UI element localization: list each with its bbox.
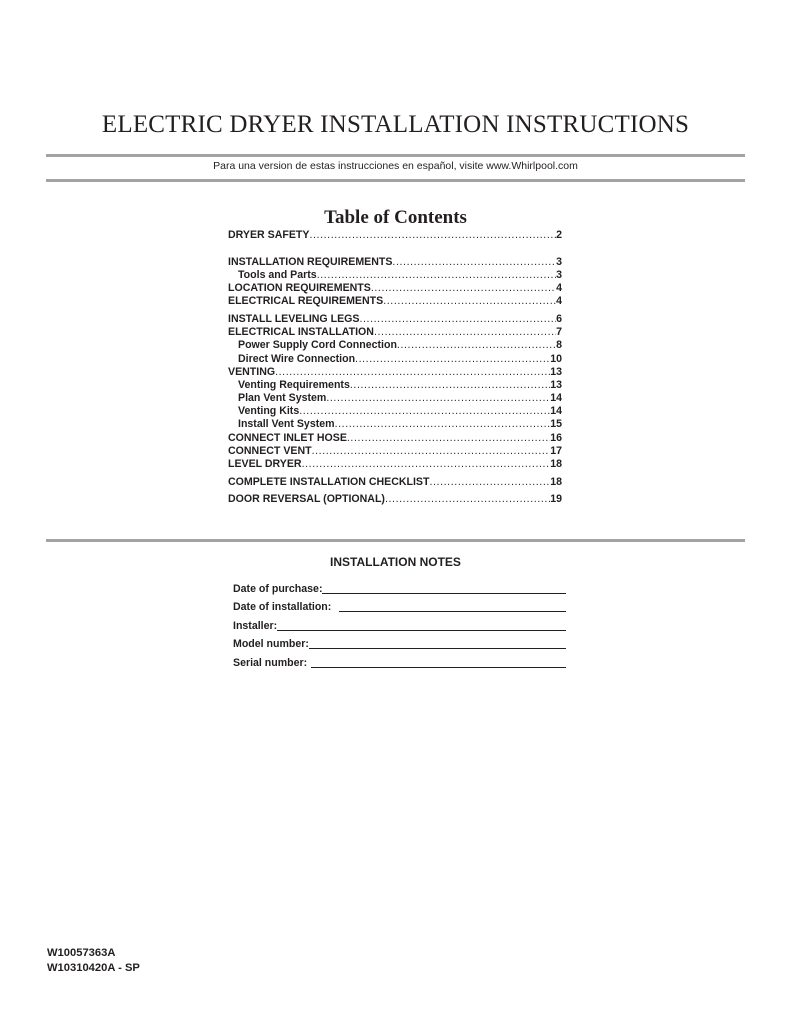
- toc-entry-label: DRYER SAFETY: [228, 229, 310, 241]
- document-code-primary: W10057363A: [47, 947, 116, 959]
- installer-field[interactable]: [277, 620, 566, 631]
- toc-leader-dots: [392, 256, 556, 269]
- toc-page-number: 18: [550, 458, 562, 470]
- toc-entry-label: DOOR REVERSAL (OPTIONAL): [228, 493, 385, 506]
- toc-page-number: 2: [556, 229, 562, 241]
- note-row-date-of-purchase: [233, 577, 566, 596]
- toc-leader-dots: [359, 313, 556, 326]
- toc-leader-dots: [397, 339, 556, 352]
- divider-below-note: [46, 179, 745, 182]
- toc-entry-label: Power Supply Cord Connection: [238, 339, 397, 352]
- toc-entry-power-supply-cord-connection[interactable]: [228, 339, 562, 352]
- toc-entry-label: CONNECT INLET HOSE: [228, 431, 347, 444]
- toc-page-number: 13: [550, 378, 562, 391]
- toc-leader-dots: [347, 432, 550, 445]
- toc-leader-dots: [275, 366, 550, 379]
- serial-number-field[interactable]: [311, 657, 566, 668]
- model-number-label: Model number:: [233, 638, 309, 650]
- toc-entry-label: ELECTRICAL REQUIREMENTS: [228, 295, 384, 308]
- toc-entry-install-leveling-legs[interactable]: [228, 313, 562, 326]
- toc-leader-dots: [335, 418, 551, 431]
- divider-above-notes: [46, 539, 745, 542]
- toc-entry-direct-wire-connection[interactable]: [228, 353, 562, 366]
- toc-entry-electrical-requirements[interactable]: [228, 295, 562, 308]
- toc-leader-dots: [350, 379, 550, 392]
- installation-notes-form: [233, 577, 566, 670]
- toc-page-number: 13: [550, 365, 562, 378]
- toc-page-number: 6: [556, 312, 562, 325]
- date-of-installation-label: Date of installation:: [233, 601, 332, 613]
- installer-label: Installer:: [233, 619, 278, 632]
- toc-entry-location-requirements[interactable]: [228, 282, 562, 295]
- toc-entry-label: Venting Kits: [238, 405, 300, 418]
- toc-entry-label: Tools and Parts: [238, 268, 317, 281]
- toc-leader-dots: [383, 295, 556, 308]
- toc-leader-dots: [385, 493, 550, 506]
- toc-page-number: 19: [550, 493, 562, 506]
- toc-entry-label: Plan Vent System: [238, 392, 327, 405]
- date-of-purchase-label: Date of purchase:: [233, 582, 323, 595]
- toc-leader-dots: [299, 405, 550, 418]
- toc-entry-installation-requirements[interactable]: [228, 256, 562, 269]
- document-codes: [47, 946, 140, 976]
- toc-page-number: 15: [550, 418, 562, 431]
- spanish-version-note: Para una version de estas instrucciones en español, visite www.Whirlpool.com: [213, 160, 578, 172]
- toc-page-number: 4: [556, 282, 562, 295]
- toc-entry-complete-installation-checklist[interactable]: [228, 476, 562, 489]
- toc-leader-dots: [355, 353, 550, 366]
- note-row-model-number: [233, 633, 566, 652]
- toc-entry-label: COMPLETE INSTALLATION CHECKLIST: [228, 475, 430, 488]
- toc-page-number: 10: [550, 352, 562, 365]
- toc-leader-dots: [326, 392, 550, 405]
- toc-entry-connect-vent[interactable]: [228, 445, 562, 458]
- toc-page-number: 14: [550, 392, 562, 405]
- toc-entry-plan-vent-system[interactable]: [228, 392, 562, 405]
- toc-leader-dots: [317, 269, 556, 282]
- toc-entry-label: VENTING: [228, 365, 276, 378]
- toc-page-number: 16: [550, 431, 562, 444]
- toc-title: Table of Contents: [324, 207, 467, 228]
- toc-entry-label: CONNECT VENT: [228, 444, 312, 457]
- toc-leader-dots: [429, 476, 550, 489]
- toc-entry-venting-requirements[interactable]: [228, 379, 562, 392]
- toc-page-number: 4: [556, 295, 562, 308]
- toc-entry-tools-and-parts[interactable]: [228, 269, 562, 282]
- toc-entry-label: LEVEL DRYER: [228, 458, 302, 470]
- toc-entry-level-dryer[interactable]: [228, 458, 562, 471]
- toc-entry-install-vent-system[interactable]: [228, 418, 562, 431]
- toc-leader-dots: [309, 229, 556, 242]
- toc-page-number: 3: [556, 255, 562, 268]
- toc-entry-label: LOCATION REQUIREMENTS: [228, 282, 371, 295]
- toc-entry-label: Install Vent System: [238, 418, 335, 431]
- document-code-secondary: W10310420A - SP: [47, 962, 140, 974]
- document-title: ELECTRIC DRYER INSTALLATION INSTRUCTIONS: [101, 111, 690, 138]
- toc-leader-dots: [374, 326, 556, 339]
- installation-notes-title: INSTALLATION NOTES: [330, 555, 461, 569]
- toc-entry-electrical-installation[interactable]: [228, 326, 562, 339]
- toc-entry-venting[interactable]: [228, 366, 562, 379]
- toc-entry-dryer-safety[interactable]: [228, 229, 562, 242]
- toc-entry-label: Direct Wire Connection: [238, 352, 356, 365]
- toc-entry-label: Venting Requirements: [238, 378, 350, 391]
- toc-entry-label: INSTALLATION REQUIREMENTS: [228, 255, 393, 268]
- date-of-installation-field[interactable]: [339, 601, 566, 612]
- toc-entry-venting-kits[interactable]: [228, 405, 562, 418]
- toc-entry-door-reversal[interactable]: [228, 493, 562, 506]
- date-of-purchase-field[interactable]: [322, 583, 566, 594]
- toc-page-number: 3: [556, 268, 562, 281]
- note-row-date-of-installation: [233, 596, 566, 615]
- toc-page-number: 8: [556, 339, 562, 352]
- toc-entry-connect-inlet-hose[interactable]: [228, 432, 562, 445]
- toc-leader-dots: [312, 445, 551, 458]
- toc-entry-label: INSTALL LEVELING LEGS: [228, 312, 360, 325]
- model-number-field[interactable]: [309, 638, 566, 649]
- toc-leader-dots: [371, 282, 556, 295]
- toc-entry-label: ELECTRICAL INSTALLATION: [228, 326, 374, 339]
- table-of-contents: [228, 229, 562, 507]
- note-row-serial-number: [233, 651, 566, 670]
- note-row-installer: [233, 614, 566, 633]
- toc-page-number: 7: [556, 326, 562, 339]
- serial-number-label: Serial number:: [233, 656, 308, 669]
- toc-page-number: 18: [550, 475, 562, 488]
- divider-top: [46, 154, 745, 157]
- toc-leader-dots: [302, 458, 551, 471]
- toc-page-number: 17: [550, 444, 562, 457]
- toc-page-number: 14: [550, 405, 562, 418]
